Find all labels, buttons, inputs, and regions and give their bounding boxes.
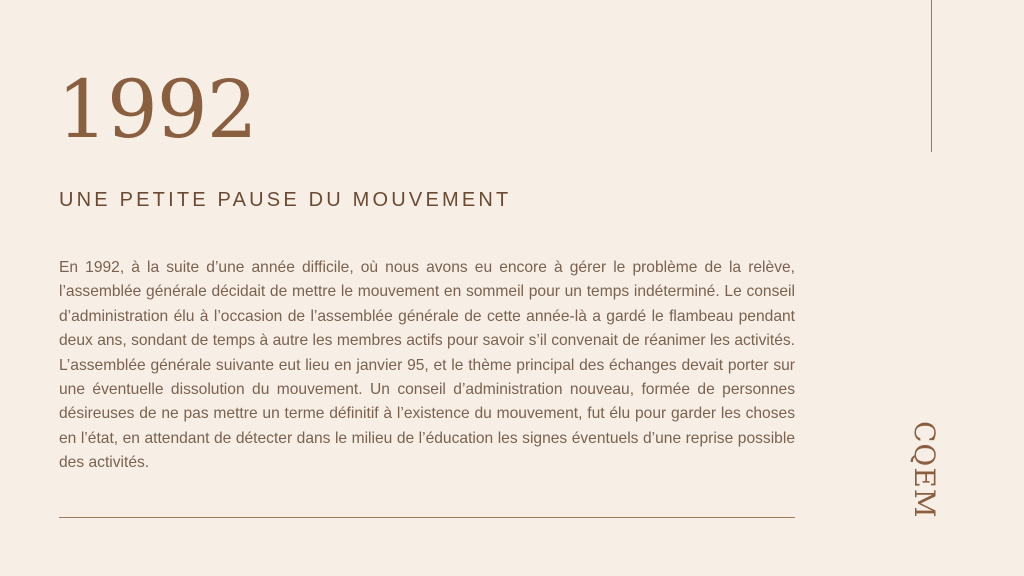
- divider-horizontal: [59, 517, 795, 518]
- section-subtitle: UNE PETITE PAUSE DU MOUVEMENT: [59, 189, 512, 211]
- body-paragraph: En 1992, à la suite d’une année difficile, où nous avons eu encore à gérer le problème de la relève, l’assemblée générale décidait de mettre le mouvement en sommeil pour un temps indéterminé. Le conseil d’administration élu à l’occasion de l’assemblée générale de cette année-là a gardé le flambeau pendant deux ans, sondant de temps à autre les membres actifs pour savoir s’il convenait de réanimer les activités. L’assemblée générale suivante eut lieu en janvier 95, et le thème principal des échanges devait porter sur une éventuelle dissolution du mouvement. Un conseil d’administration nouveau, formée de personnes désireuses de ne pas mettre un terme définitif à l’existence du mouvement, fut élu pour garder les choses en l’état, en attendant de détecter dans le milieu de l’éducation les signes éventuels d’une reprise possible des activités.: [59, 259, 795, 472]
- logo-text: CQEM: [908, 421, 941, 519]
- divider-vertical: [931, 0, 932, 152]
- year-title: 1992: [57, 63, 257, 156]
